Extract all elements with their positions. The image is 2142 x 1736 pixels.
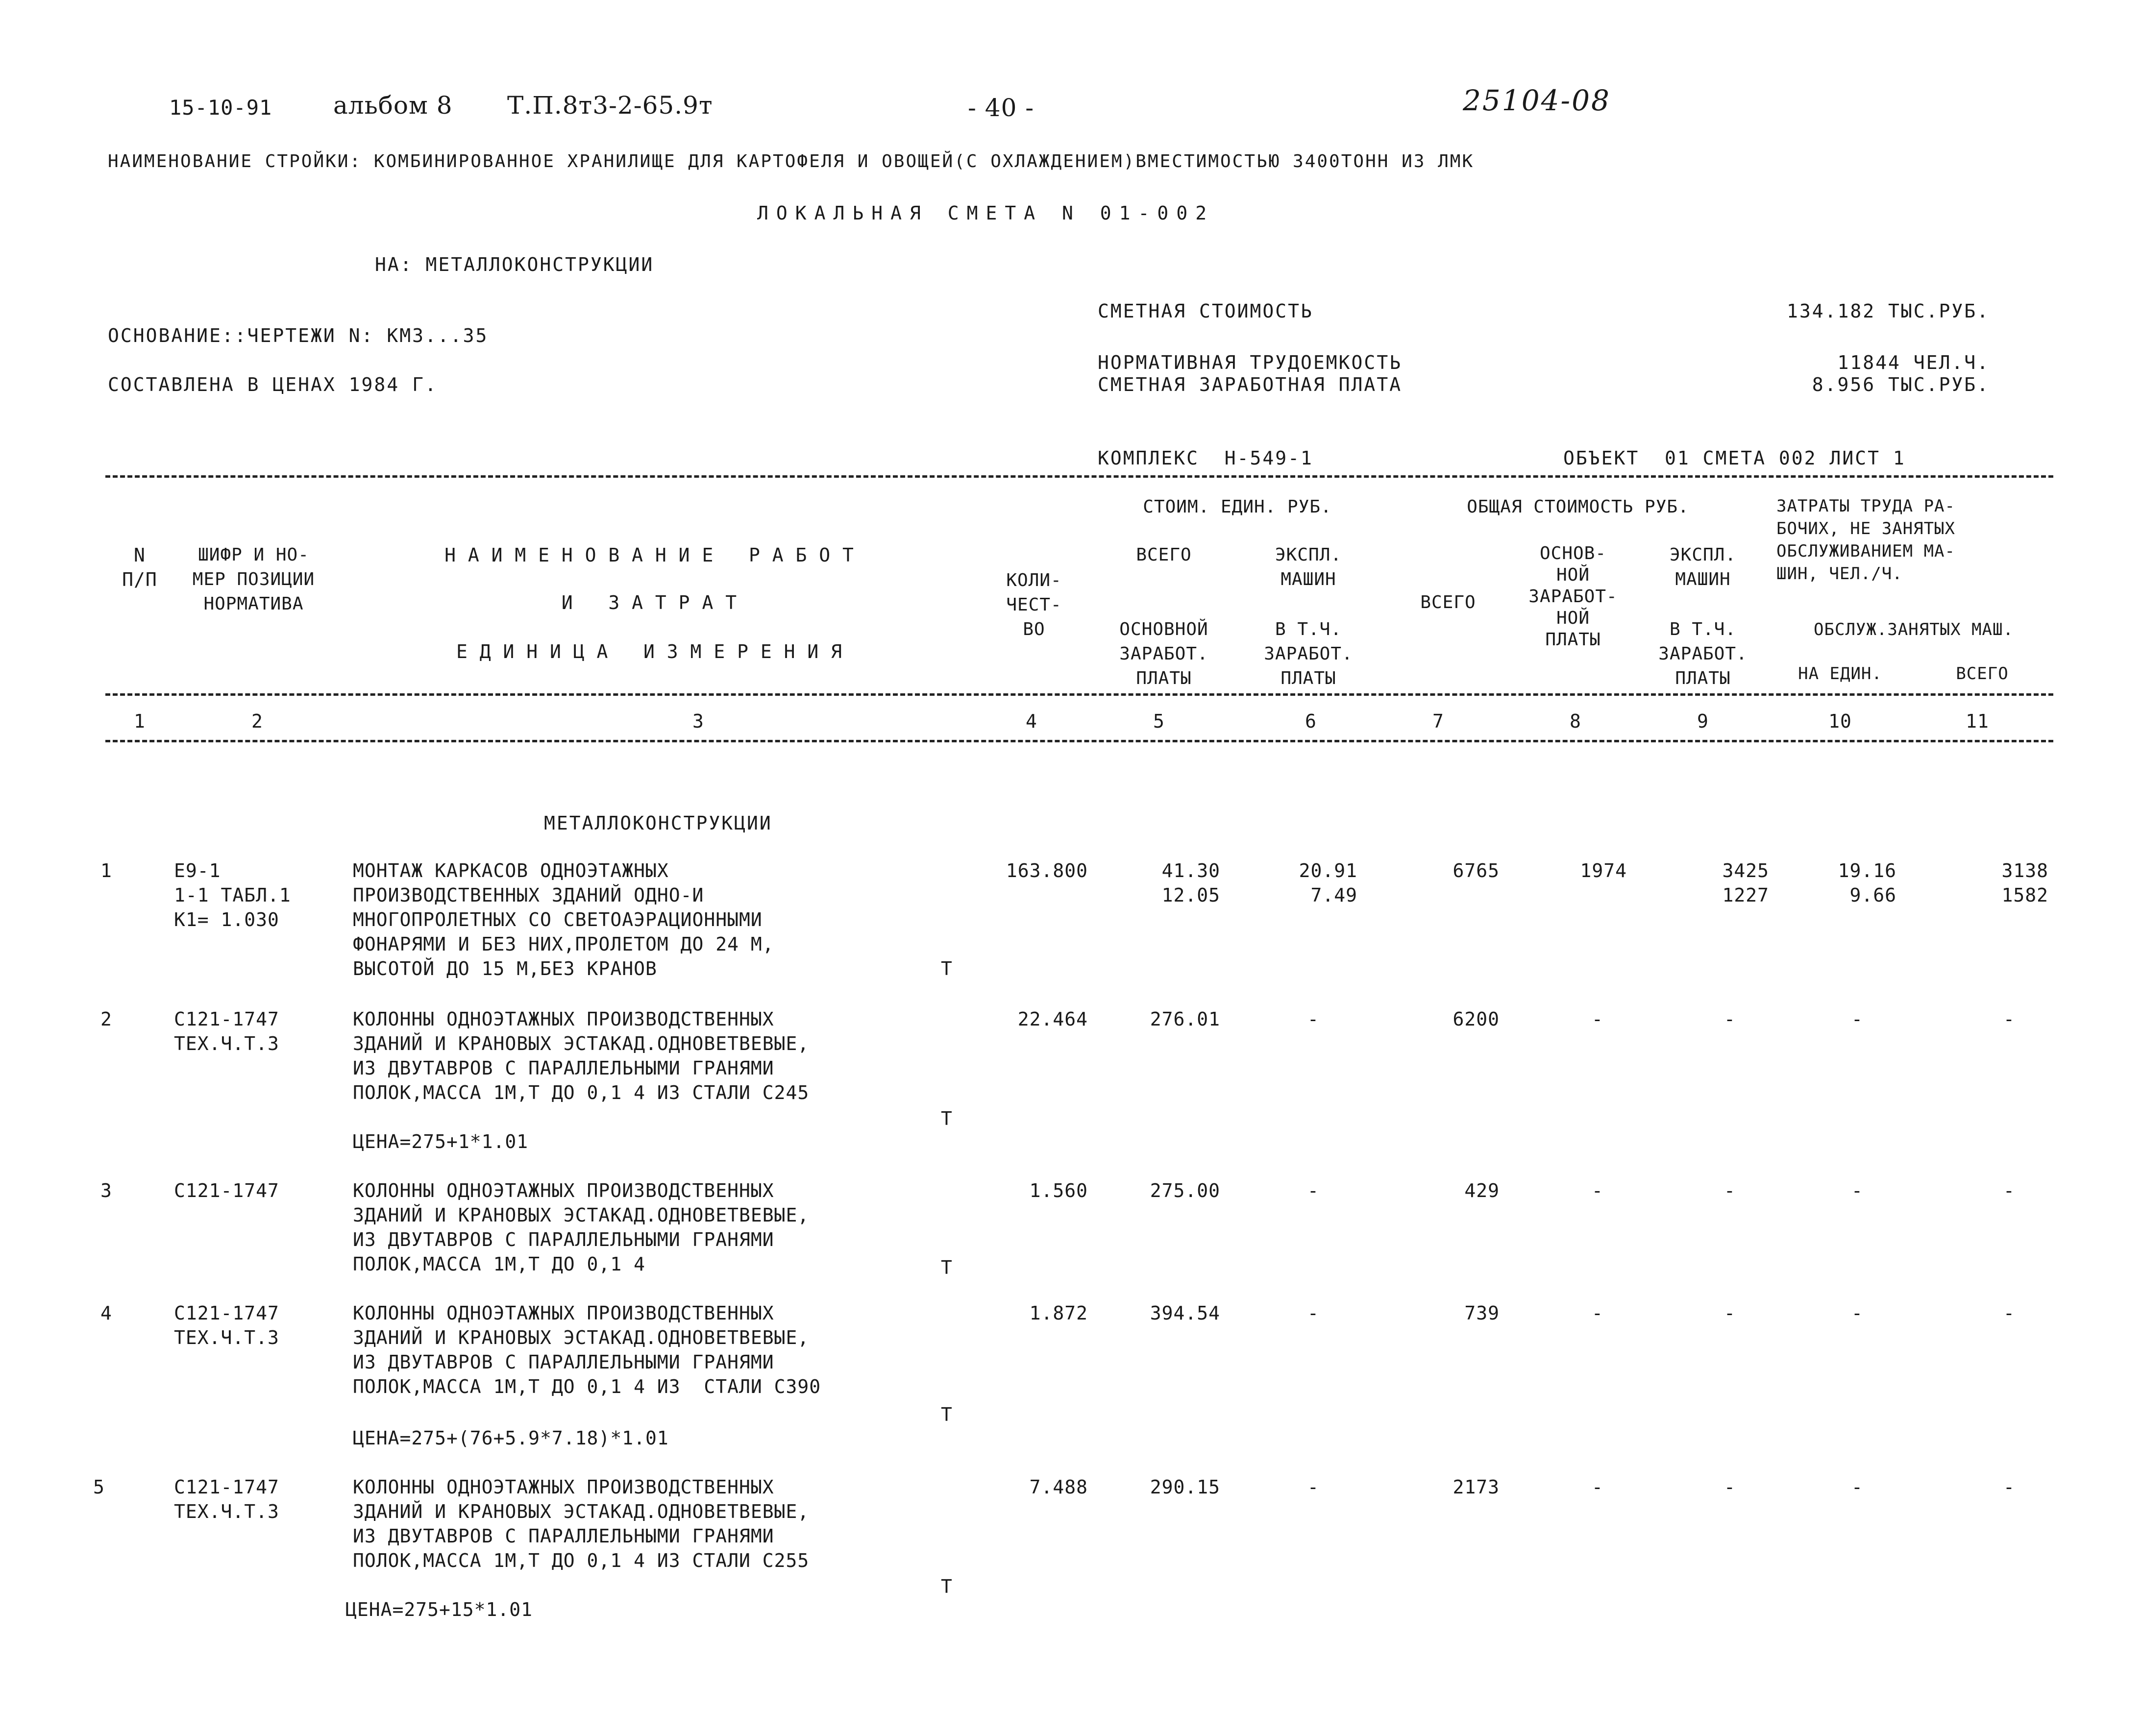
construction-name: НАИМЕНОВАНИЕ СТРОЙКИ: КОМБИНИРОВАННОЕ ХРАНИЛИЩЕ ДЛЯ КАРТОФЕЛЯ И ОВОЩЕЙ(С ОХЛАЖДЕНИЕМ)ВМЕСТИМОСТЬЮ 3400ТОНН ИЗ ЛМК	[108, 151, 1475, 171]
header-labor-per-unit: НА ЕДИН.	[1798, 664, 1882, 684]
header-unit-machines: ЭКСПЛ. МАШИН	[1275, 545, 1342, 589]
header-labor: ЗАТРАТЫ ТРУДА РА- БОЧИХ, НЕ ЗАНЯТЫХ ОБСЛУЖИВАНИЕМ МА- ШИН, ЧЕЛ./Ч.	[1776, 496, 1955, 584]
album-label: альбом 8	[333, 91, 453, 120]
row-unit: Т	[941, 958, 953, 979]
header-total-all: ВСЕГО	[1420, 592, 1476, 612]
row-unit-machines: 20.91 7.49	[1299, 860, 1357, 906]
col-num: 8	[1570, 710, 1581, 732]
row-labor-unit: -	[1851, 1302, 1863, 1324]
row-number: 1	[100, 860, 112, 881]
row-unit-cost: 394.54	[1150, 1302, 1220, 1324]
header-col-name-2: И З А Т Р А Т	[561, 592, 738, 613]
row-number: 3	[100, 1180, 112, 1201]
col-num: 7	[1432, 710, 1444, 732]
row-unit-cost: 41.30 12.05	[1161, 860, 1220, 906]
header-unit-wage: ОСНОВНОЙ ЗАРАБОТ. ПЛАТЫ	[1119, 619, 1208, 688]
row-total: 6765	[1453, 860, 1500, 881]
row-total: 2173	[1453, 1476, 1500, 1498]
complex-code: КОМПЛЕКС Н-549-1	[1098, 447, 1313, 469]
row-number: 4	[100, 1302, 112, 1324]
row-unit-cost: 276.01	[1150, 1008, 1220, 1030]
col-num: 5	[1153, 710, 1165, 732]
row-quantity: 7.488	[1029, 1476, 1088, 1498]
row-quantity: 22.464	[1017, 1008, 1088, 1030]
header-top-rule	[105, 475, 2053, 478]
row-total: 429	[1464, 1180, 1500, 1201]
row-quantity: 1.872	[1029, 1302, 1088, 1324]
row-unit-cost: 290.15	[1150, 1476, 1220, 1498]
header-total-wage: ОСНОВ- НОЙ ЗАРАБОТ- НОЙ ПЛАТЫ	[1528, 543, 1618, 650]
row-code: С121-1747 ТЕХ.Ч.Т.3	[174, 1302, 279, 1348]
row-unit-machines: -	[1307, 1302, 1319, 1324]
print-date: 15-10-91	[169, 96, 272, 120]
row-labor-unit: -	[1851, 1180, 1863, 1201]
object-sheet: ОБЪЕКТ 01 СМЕТА 002 ЛИСТ 1	[1563, 447, 1906, 469]
labor-label: НОРМАТИВНАЯ ТРУДОЕМКОСТЬ	[1098, 352, 1403, 373]
col-num: 2	[251, 710, 263, 732]
col-num: 3	[692, 710, 704, 732]
header-unit-cost: СТОИМ. ЕДИН. РУБ.	[1143, 497, 1332, 517]
row-total-machines: 3425 1227	[1722, 860, 1769, 906]
row-quantity: 1.560	[1029, 1180, 1088, 1201]
row-name: КОЛОННЫ ОДНОЭТАЖНЫХ ПРОИЗВОДСТВЕННЫХ ЗДАНИЙ И КРАНОВЫХ ЭСТАКАД.ОДНОВЕТВЕВЫЕ, ИЗ ДВУТАВРОВ С ПАРАЛЛЕЛЬНЫМИ ГРАНЯМИ ПОЛОК,МАССА 1М,Т ДО 0,1 4	[353, 1180, 810, 1275]
page-number: - 40 -	[968, 94, 1034, 122]
col-num: 9	[1697, 710, 1709, 732]
row-total-wage: 1974	[1580, 860, 1627, 881]
row-name: КОЛОННЫ ОДНОЭТАЖНЫХ ПРОИЗВОДСТВЕННЫХ ЗДАНИЙ И КРАНОВЫХ ЭСТАКАД.ОДНОВЕТВЕВЫЕ, ИЗ ДВУТАВРОВ С ПАРАЛЛЕЛЬНЫМИ ГРАНЯМИ ПОЛОК,МАССА 1М,Т ДО 0,1 4 ИЗ СТАЛИ С245	[353, 1008, 810, 1103]
header-bottom-rule	[105, 740, 2053, 742]
row-total-wage: -	[1592, 1476, 1603, 1498]
row-total-machines: -	[1724, 1008, 1736, 1030]
header-total-machine-wage: В Т.Ч. ЗАРАБОТ. ПЛАТЫ	[1658, 619, 1748, 688]
row-labor-total: -	[2003, 1302, 2015, 1324]
cost-label: СМЕТНАЯ СТОИМОСТЬ	[1098, 300, 1313, 322]
row-unit-machines: -	[1307, 1180, 1319, 1201]
header-labor-machines: ОБСЛУЖ.ЗАНЯТЫХ МАШ.	[1814, 620, 2014, 639]
row-price-formula: ЦЕНА=275+1*1.01	[353, 1131, 529, 1152]
row-total-wage: -	[1592, 1302, 1603, 1324]
row-name: МОНТАЖ КАРКАСОВ ОДНОЭТАЖНЫХ ПРОИЗВОДСТВЕННЫХ ЗДАНИЙ ОДНО-И МНОГОПРОЛЕТНЫХ СО СВЕТОАЭРАЦИОННЫМИ ФОНАРЯМИ И БЕЗ НИХ,ПРОЛЕТОМ ДО 24 М, ВЫСОТОЙ ДО 15 М,БЕЗ КРАНОВ	[353, 860, 774, 979]
row-code: С121-1747	[174, 1180, 279, 1201]
row-labor-unit: -	[1851, 1008, 1863, 1030]
row-total: 6200	[1453, 1008, 1500, 1030]
row-name: КОЛОННЫ ОДНОЭТАЖНЫХ ПРОИЗВОДСТВЕННЫХ ЗДАНИЙ И КРАНОВЫХ ЭСТАКАД.ОДНОВЕТВЕВЫЕ, ИЗ ДВУТАВРОВ С ПАРАЛЛЕЛЬНЫМИ ГРАНЯМИ ПОЛОК,МАССА 1М,Т ДО 0,1 4 ИЗ СТАЛИ С255	[353, 1476, 810, 1571]
col-num: 6	[1305, 710, 1317, 732]
labor-value: 11844 ЧЕЛ.Ч.	[1837, 352, 1990, 373]
header-labor-total: ВСЕГО	[1956, 664, 2009, 684]
row-unit: Т	[941, 1257, 953, 1278]
row-code: С121-1747 ТЕХ.Ч.Т.3	[174, 1476, 279, 1522]
row-labor-total: -	[2003, 1008, 2015, 1030]
row-labor-total: -	[2003, 1476, 2015, 1498]
row-unit: Т	[941, 1108, 953, 1129]
row-labor-unit: -	[1851, 1476, 1863, 1498]
prices-year: СОСТАВЛЕНА В ЦЕНАХ 1984 Г.	[108, 374, 438, 395]
col-num: 10	[1828, 710, 1852, 732]
row-price-formula: ЦЕНА=275+(76+5.9*7.18)*1.01	[353, 1427, 669, 1449]
row-unit: Т	[941, 1576, 953, 1597]
header-col-code: ШИФР И НО- МЕР ПОЗИЦИИ НОРМАТИВА	[192, 545, 315, 614]
header-col-name-3: Е Д И Н И Ц А И З М Е Р Е Н И Я	[456, 641, 842, 662]
handwritten-code: 25104-08	[1463, 84, 1611, 117]
row-code: Е9-1 1-1 ТАБЛ.1 К1= 1.030	[174, 860, 291, 930]
section-title: МЕТАЛЛОКОНСТРУКЦИИ	[544, 812, 772, 834]
wage-label: СМЕТНАЯ ЗАРАБОТНАЯ ПЛАТА	[1098, 374, 1403, 395]
header-total-machines: ЭКСПЛ. МАШИН	[1669, 545, 1737, 589]
estimate-subject: НА: МЕТАЛЛОКОНСТРУКЦИИ	[375, 254, 654, 275]
row-labor-total: 3138 1582	[2001, 860, 2048, 906]
row-number: 5	[93, 1476, 105, 1498]
row-total-wage: -	[1592, 1180, 1603, 1201]
row-total: 739	[1464, 1302, 1500, 1324]
col-num: 1	[134, 710, 146, 732]
basis-drawings: ОСНОВАНИЕ::ЧЕРТЕЖИ N: КМ3...35	[108, 325, 489, 346]
row-unit: Т	[941, 1404, 953, 1425]
cost-value: 134.182 ТЫС.РУБ.	[1786, 300, 1990, 322]
wage-value: 8.956 ТЫС.РУБ.	[1812, 374, 1990, 395]
col-num: 11	[1966, 710, 1989, 732]
row-number: 2	[100, 1008, 112, 1030]
row-unit-machines: -	[1307, 1476, 1319, 1498]
header-col-name-1: Н А И М Е Н О В А Н И Е Р А Б О Т	[444, 544, 854, 566]
row-total-machines: -	[1724, 1476, 1736, 1498]
row-code: С121-1747 ТЕХ.Ч.Т.3	[174, 1008, 279, 1054]
row-price-formula: ЦЕНА=275+15*1.01	[345, 1599, 533, 1620]
row-labor-unit: 19.16 9.66	[1838, 860, 1896, 906]
row-unit-cost: 275.00	[1150, 1180, 1220, 1201]
header-unit-machine-wage: В Т.Ч. ЗАРАБОТ. ПЛАТЫ	[1264, 619, 1353, 688]
row-unit-machines: -	[1307, 1008, 1319, 1030]
estimate-title: ЛОКАЛЬНАЯ СМЕТА N 01-002	[757, 202, 1215, 224]
row-quantity: 163.800	[1006, 860, 1088, 881]
row-total-machines: -	[1724, 1180, 1736, 1201]
project-code: Т.П.8т3-2-65.9т	[507, 91, 713, 120]
header-col-number: N П/П	[122, 544, 157, 590]
row-labor-total: -	[2003, 1180, 2015, 1201]
header-col-qty: КОЛИ- ЧЕСТ- ВО	[1006, 570, 1062, 639]
row-name: КОЛОННЫ ОДНОЭТАЖНЫХ ПРОИЗВОДСТВЕННЫХ ЗДАНИЙ И КРАНОВЫХ ЭСТАКАД.ОДНОВЕТВЕВЫЕ, ИЗ ДВУТАВРОВ С ПАРАЛЛЕЛЬНЫМИ ГРАНЯМИ ПОЛОК,МАССА 1М,Т ДО 0,1 4 ИЗ СТАЛИ С390	[353, 1302, 821, 1397]
header-mid-rule	[105, 693, 2053, 696]
row-total-wage: -	[1592, 1008, 1603, 1030]
header-unit-total: ВСЕГО	[1136, 545, 1192, 565]
header-total-cost: ОБЩАЯ СТОИМОСТЬ РУБ.	[1467, 497, 1689, 517]
row-total-machines: -	[1724, 1302, 1736, 1324]
col-num: 4	[1026, 710, 1037, 732]
